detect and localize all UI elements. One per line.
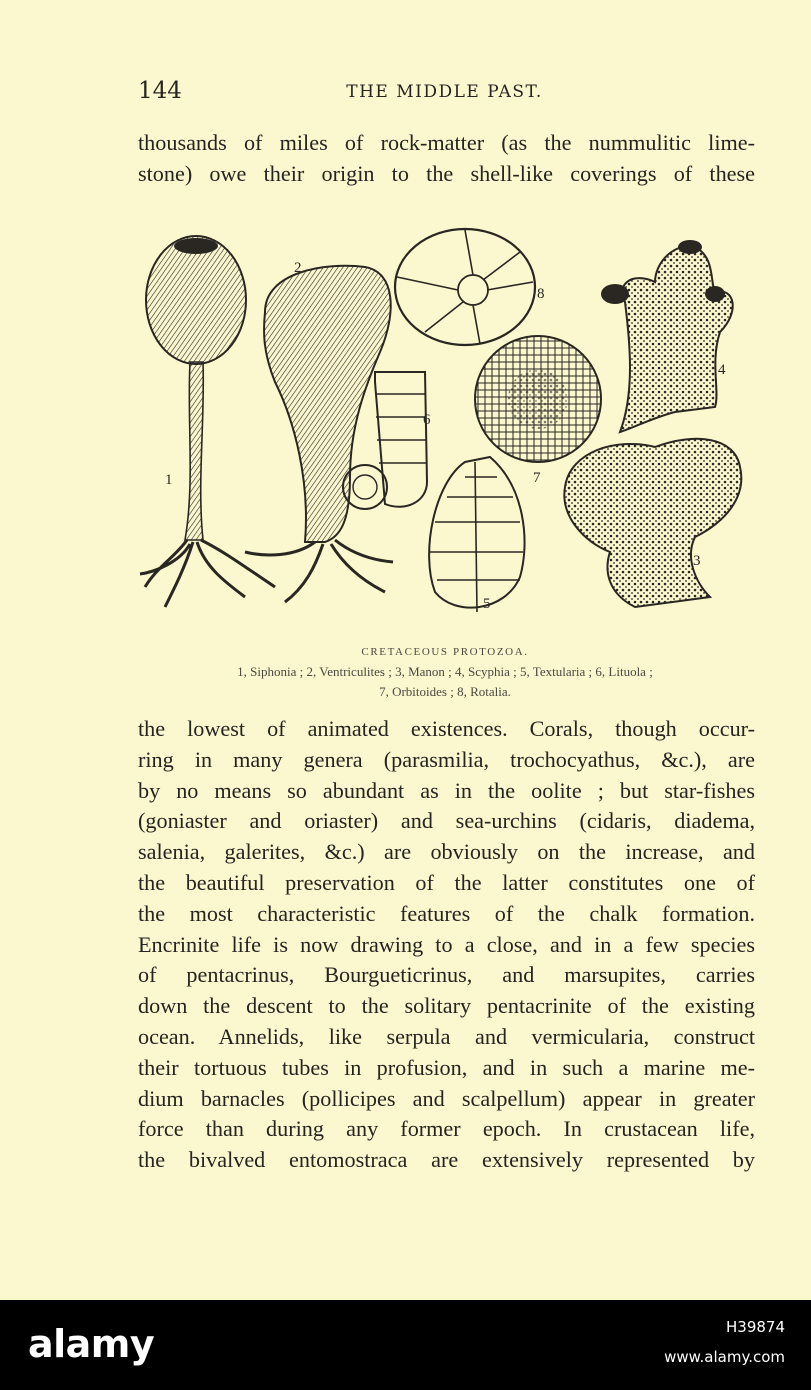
figure-label-6: 6	[423, 412, 431, 428]
text-line: by no means so abundant as in the oolite ; but star-fishes	[138, 777, 755, 803]
image-id: H39874	[726, 1318, 785, 1336]
text-line: of pentacrinus, Bourgueticrinus, and marsupites, carries	[138, 962, 755, 988]
ventriculites-specimen	[245, 266, 393, 602]
alamy-logo: alamy	[28, 1322, 155, 1366]
scyphia-specimen	[601, 240, 733, 432]
protozoa-illustration	[135, 222, 747, 632]
figure-label-1: 1	[165, 472, 173, 488]
text-line: ocean. Annelids, like serpula and vermicularia, construct	[138, 1023, 755, 1049]
figure-caption-line: 1, Siphonia ; 2, Ventriculites ; 3, Manon ; 4, Scyphia ; 5, Textularia ; 6, Lituola ;	[237, 664, 653, 679]
text-line: dium barnacles (pollicipes and scalpellum) appear in greater	[138, 1085, 755, 1111]
text-line: the beautiful preservation of the latter constitutes one of	[138, 869, 755, 895]
text-line: their tortuous tubes in profusion, and in such a marine me-	[138, 1054, 755, 1080]
running-head: THE MIDDLE PAST.	[346, 82, 543, 102]
figure-label-3: 3	[693, 553, 701, 569]
text-line: the bivalved entomostraca are extensively represented by	[138, 1147, 755, 1173]
page-number: 144	[138, 78, 182, 104]
text-line: (goniaster and oriaster) and sea-urchins (cidaris, diadema,	[138, 808, 755, 834]
text-line: thousands of miles of rock-matter (as the nummulitic lime-	[138, 130, 755, 155]
text-line: Encrinite life is now drawing to a close, and in a few species	[138, 931, 755, 957]
text-line: down the descent to the solitary pentacrinite of the existing	[138, 993, 755, 1019]
figure-label-5: 5	[483, 596, 491, 612]
figure-label-2: 2	[294, 260, 302, 276]
figure-label-4: 4	[718, 362, 726, 378]
text-line: the most characteristic features of the chalk formation.	[138, 900, 755, 926]
site-url: www.alamy.com	[664, 1348, 785, 1366]
figure-label-7: 7	[533, 470, 541, 486]
text-line: salenia, galerites, &c.) are obviously on the increase, and	[138, 839, 755, 865]
textularia-specimen	[429, 457, 524, 612]
text-line: force than during any former epoch. In crustacean life,	[138, 1116, 755, 1142]
siphonia-specimen	[140, 236, 275, 607]
text-line: stone) owe their origin to the shell-like coverings of these	[138, 160, 755, 186]
text-line: the lowest of animated existences. Corals, though occur-	[138, 716, 755, 741]
figure-caption-title: CRETACEOUS PROTOZOA.	[361, 646, 529, 658]
figure-caption-line: 7, Orbitoides ; 8, Rotalia.	[379, 684, 511, 699]
rotalia-specimen	[395, 229, 535, 345]
manon-specimen	[564, 439, 741, 607]
paragraph-top	[138, 128, 755, 190]
paragraph-main	[138, 714, 755, 1176]
orbitoides-specimen	[475, 336, 601, 462]
text-line: ring in many genera (parasmilia, trochocyathus, &c.), are	[138, 746, 755, 772]
page-header	[138, 78, 751, 108]
figure-label-8: 8	[537, 286, 545, 302]
watermark-bar	[0, 1300, 811, 1390]
